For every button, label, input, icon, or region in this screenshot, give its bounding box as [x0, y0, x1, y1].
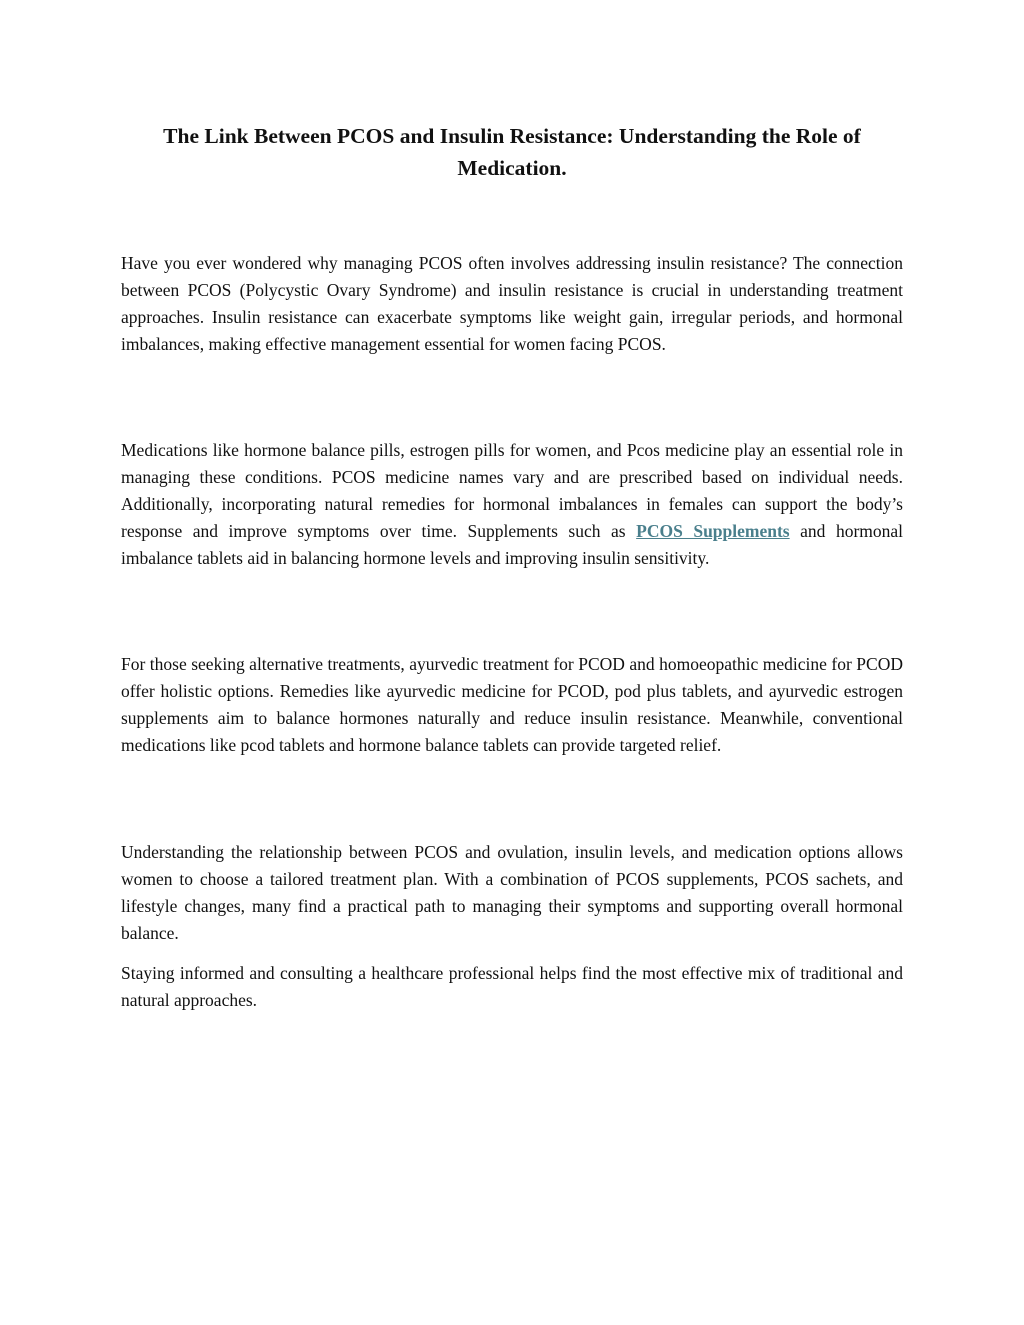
paragraph-alternative-treatments: For those seeking alternative treatments, ayurvedic treatment for PCOD and homoeopathic medicine for PCOD offer holistic options. Remedies like ayurvedic medicine for PCOD, pod plus tablets, and ayurvedic estrogen supplements aim to balance hormones naturally and reduce insulin resistance. Meanwhile, conventional medications like pcod tablets and hormone balance tablets can provide targeted relief.: [121, 654, 903, 755]
pcos-supplements-link[interactable]: PCOS Supplements: [636, 521, 790, 541]
paragraph-medications-text-start: Medications like hormone balance pills, estrogen pills for women, and Pcos medicine play an essential role in managing these conditions. PCOS medicine names vary and are prescribed based on individual needs. Additionally, incorporating natural remedies for hormonal imbalances in females can support the body’s response and improve symptoms over time. Supplements such as: [121, 440, 903, 541]
paragraph-conclusion: Staying informed and consulting a healthcare professional helps find the most effective mix of traditional and natural approaches.: [121, 963, 903, 1010]
paragraph-medications-text-end: and hormonal imbalance tablets aid in balancing hormone levels and improving insulin sensitivity.: [121, 521, 904, 568]
paragraph-understanding: Understanding the relationship between PCOS and ovulation, insulin levels, and medication options allows women to choose a tailored treatment plan. With a combination of PCOS supplements, PCOS sachets, and lifestyle changes, many find a practical path to managing their symptoms and supporting overall hormonal balance.: [121, 842, 903, 943]
paragraph-medications: [121, 437, 903, 572]
paragraph-intro: Have you ever wondered why managing PCOS often involves addressing insulin resistance? The connection between PCOS (Polycystic Ovary Syndrome) and insulin resistance is crucial in understanding treatment approaches. Insulin resistance can exacerbate symptoms like weight gain, irregular periods, and hormonal imbalances, making effective management essential for women facing PCOS.: [121, 253, 903, 354]
document-title: The Link Between PCOS and Insulin Resistance: Understanding the Role of Medication.: [163, 124, 861, 180]
